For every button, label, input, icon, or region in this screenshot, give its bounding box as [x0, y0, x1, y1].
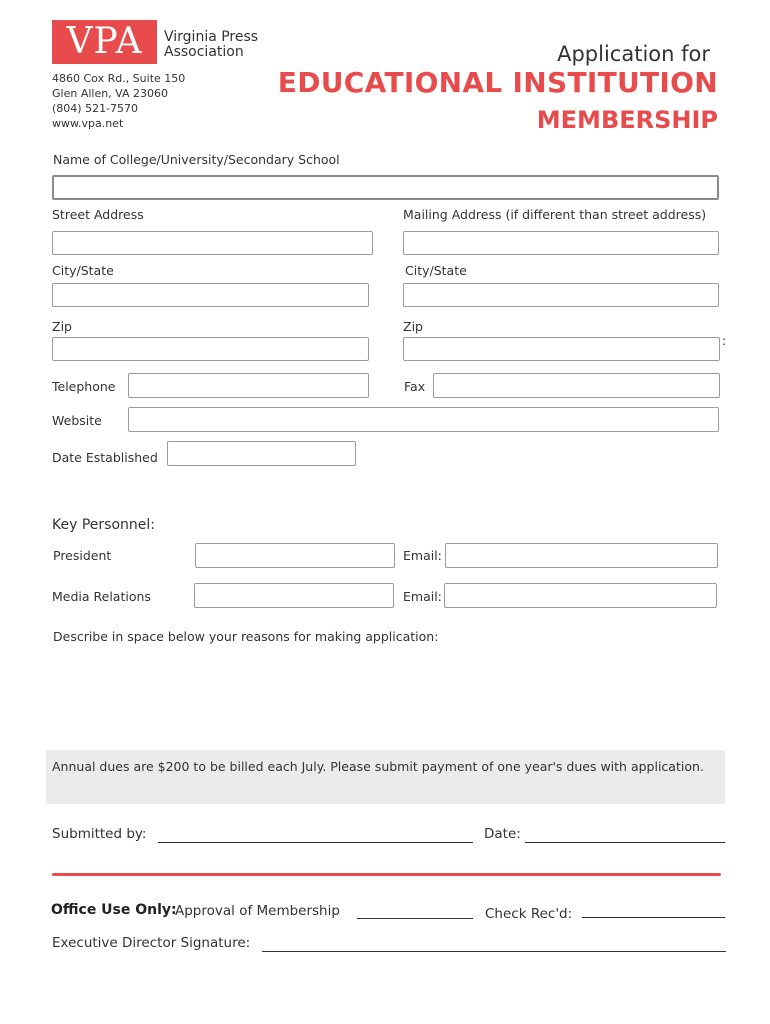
media-relations-input[interactable] — [194, 583, 394, 608]
director-signature-label: Executive Director Signature: — [52, 935, 251, 951]
telephone-input[interactable] — [128, 373, 369, 398]
approval-label: Approval of Membership — [175, 903, 340, 919]
city-state-input[interactable] — [52, 283, 369, 307]
zip-input[interactable] — [52, 337, 369, 361]
office-use-heading: Office Use Only: — [51, 902, 177, 918]
section-divider — [52, 873, 721, 876]
fax-input[interactable] — [433, 373, 720, 398]
reasons-textarea[interactable] — [52, 650, 724, 746]
date-established-label: Date Established — [52, 450, 158, 465]
submitted-by-line[interactable] — [158, 842, 473, 843]
date-label: Date: — [484, 826, 521, 842]
mailing-zip-input[interactable] — [403, 337, 720, 361]
website-input[interactable] — [128, 407, 719, 432]
street-address-label: Street Address — [52, 207, 144, 222]
telephone-label: Telephone — [52, 379, 116, 394]
check-received-line[interactable] — [582, 917, 725, 918]
vpa-logo: VPA — [52, 20, 157, 64]
director-signature-line[interactable] — [262, 951, 726, 952]
approval-line[interactable] — [357, 918, 473, 919]
org-name-line2: Association — [164, 44, 244, 60]
reasons-prompt: Describe in space below your reasons for making application: — [53, 629, 439, 644]
president-email-input[interactable] — [445, 543, 718, 568]
website-label: Website — [52, 413, 102, 428]
address-line2: Glen Allen, VA 23060 — [52, 87, 169, 100]
submitted-by-label: Submitted by: — [52, 826, 147, 842]
org-name — [164, 30, 258, 60]
fax-label: Fax — [404, 379, 426, 394]
president-label: President — [53, 548, 112, 563]
president-email-label: Email: — [403, 548, 442, 563]
street-address-input[interactable] — [52, 231, 373, 255]
school-name-input[interactable] — [52, 175, 719, 200]
key-personnel-heading: Key Personnel: — [52, 517, 155, 533]
zip-label: Zip — [52, 319, 72, 334]
application-for-label: Application for — [557, 42, 710, 66]
mailing-city-state-input[interactable] — [403, 283, 719, 307]
dues-notice: Annual dues are $200 to be billed each July. Please submit payment of one year's dues with application. — [46, 750, 725, 804]
org-name-line1: Virginia Press — [164, 29, 259, 45]
president-input[interactable] — [195, 543, 395, 568]
school-name-label: Name of College/University/Secondary School — [53, 152, 340, 167]
media-relations-label: Media Relations — [52, 589, 151, 604]
page-title-line1: EDUCATIONAL INSTITUTION — [277, 66, 718, 99]
mailing-address-input[interactable] — [403, 231, 719, 255]
address-line1: 4860 Cox Rd., Suite 150 — [52, 72, 186, 85]
mailing-city-state-label: City/State — [405, 263, 467, 278]
date-line[interactable] — [525, 842, 725, 843]
check-received-label: Check Rec'd: — [485, 906, 573, 922]
media-email-input[interactable] — [444, 583, 717, 608]
org-phone: (804) 521-7570 — [52, 102, 139, 115]
mailing-zip-label: Zip — [403, 319, 423, 334]
org-address — [52, 71, 185, 131]
media-email-label: Email: — [403, 589, 442, 604]
stray-colon: : — [722, 333, 727, 348]
date-established-input[interactable] — [167, 441, 356, 466]
org-website: www.vpa.net — [52, 117, 124, 130]
city-state-label: City/State — [52, 263, 114, 278]
mailing-address-label: Mailing Address (if different than street address) — [403, 207, 707, 222]
page-title-line2: MEMBERSHIP — [536, 106, 718, 134]
